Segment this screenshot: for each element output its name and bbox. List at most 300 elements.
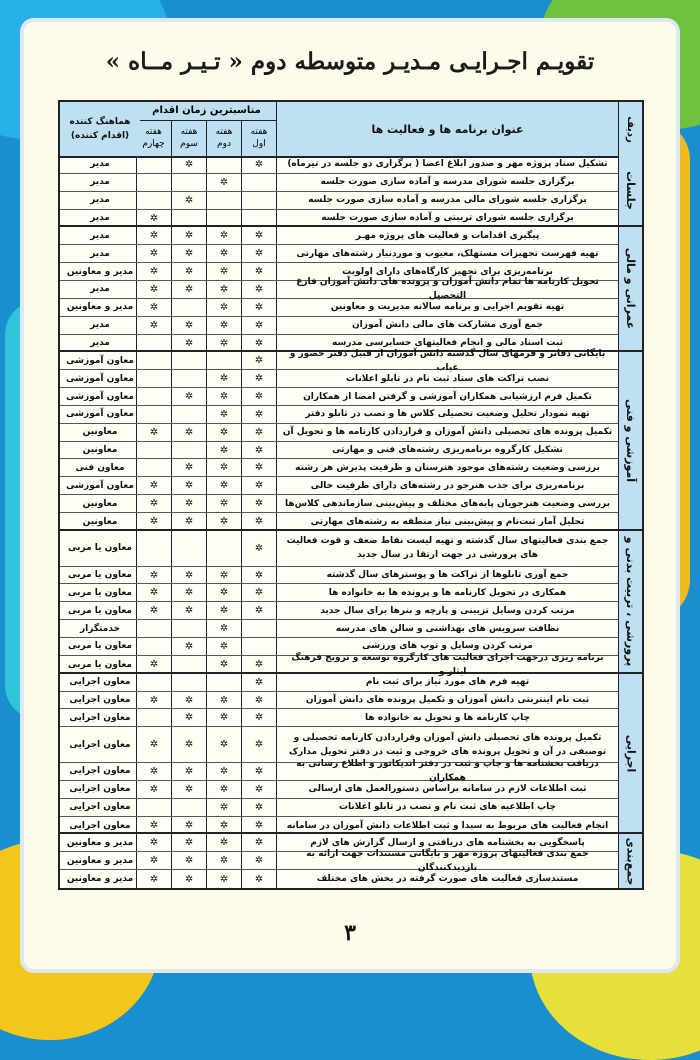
group-label — [618, 156, 642, 225]
table-row — [60, 848, 618, 873]
star-icon: ✲ — [254, 587, 264, 599]
star-icon: ✲ — [219, 498, 229, 510]
star-icon: ✲ — [184, 158, 194, 170]
table-row — [60, 495, 618, 513]
star-icon: ✲ — [254, 266, 264, 278]
star-icon: ✲ — [254, 783, 264, 795]
week-2-cell — [206, 870, 241, 888]
week-1-cell — [241, 709, 276, 726]
group-4 — [60, 531, 642, 677]
week-4-cell — [136, 424, 171, 441]
star-icon: ✲ — [149, 855, 159, 867]
star-icon: ✲ — [149, 498, 159, 510]
table-row — [60, 227, 618, 245]
star-icon: ✲ — [219, 248, 229, 260]
week-3-cell — [171, 227, 206, 244]
week-3-cell — [171, 674, 206, 691]
group-label-text: آموزشی و فنی — [623, 399, 637, 483]
week-2-cell — [206, 299, 241, 316]
week-2-cell — [206, 584, 241, 601]
week-3-cell — [171, 263, 206, 280]
week-1-cell — [241, 513, 276, 531]
week-4-cell — [136, 817, 171, 835]
table-row — [60, 674, 618, 692]
week-2-cell — [206, 674, 241, 691]
coordinator-cell: معاون اجرایی — [69, 739, 131, 750]
star-icon: ✲ — [184, 765, 194, 777]
activity-cell: ثبت اسناد مالی و انجام فعالیتهای حسابرسی مدرسه — [276, 335, 618, 353]
week-1-cell — [241, 763, 276, 780]
group-6 — [60, 834, 642, 888]
week-3-cell — [171, 531, 206, 566]
coordinator-cell: مدیر — [90, 320, 110, 331]
activity-cell: پیگیری اقدامات و فعالیت های پروژه مهـر — [276, 227, 618, 244]
week-1-cell — [241, 192, 276, 209]
week-3-cell — [171, 406, 206, 423]
star-icon: ✲ — [219, 373, 229, 385]
week-2-cell — [206, 406, 241, 423]
star-icon: ✲ — [149, 739, 159, 751]
week-1-cell — [241, 638, 276, 655]
week-4-cell — [136, 156, 171, 173]
week-2-cell — [206, 192, 241, 209]
week-3-cell — [171, 192, 206, 209]
coordinator-cell: معاون اجرایی — [69, 712, 131, 723]
week-1-cell — [241, 424, 276, 441]
star-icon: ✲ — [184, 587, 194, 599]
star-icon: ✲ — [184, 319, 194, 331]
star-icon: ✲ — [184, 426, 194, 438]
activity-cell: تهیه فرم های مورد نیاز برای ثبت نام — [276, 674, 618, 691]
star-icon: ✲ — [254, 820, 264, 831]
star-icon: ✲ — [149, 319, 159, 331]
activity-cell: نصب تراکت های ستاد ثبت نام در تابلو اعلانات — [276, 370, 618, 387]
week-3-cell — [171, 763, 206, 780]
table-row — [60, 406, 618, 424]
activity-cell: تحویل کارنامه ها تمام دانش آموزان و پرونده های دانش آموزان فارغ التحصیل — [276, 281, 618, 298]
activity-cell: تهیه فهرست تجهیزات مستهلک، معیوب و موردنیاز رشته‌های مهارتی — [276, 245, 618, 262]
activity-cell: تهیه تقویم اجرایی و برنامه سالانه مدیریت و معاونین — [276, 299, 618, 316]
week-1-cell — [241, 727, 276, 762]
week-1-cell — [241, 656, 276, 674]
week-3-cell — [171, 584, 206, 601]
activity-cell: برنامه‌ریزی برای جذب هنرجو در رشته‌های دارای ظرفیت خالی — [276, 477, 618, 494]
week-4-cell — [136, 709, 171, 726]
week-1-cell — [241, 370, 276, 387]
star-icon: ✲ — [254, 444, 264, 456]
group-label — [618, 674, 642, 833]
star-icon: ✲ — [149, 873, 159, 885]
table-row — [60, 620, 618, 638]
star-icon: ✲ — [184, 712, 194, 724]
activity-cell: جمع بندی فعالیتهای سال گذشته و تهیه لیست نقاط ضعف و قوت فعالیت های پرورشی در جهت ارتقا در سال جدید — [276, 531, 618, 566]
group-label — [618, 227, 642, 350]
activity-cell: مرتب کردن وسایل و توپ های ورزشی — [276, 638, 618, 655]
group-2 — [60, 227, 642, 352]
star-icon: ✲ — [219, 640, 229, 652]
week-4-cell — [136, 495, 171, 512]
star-icon: ✲ — [149, 820, 159, 831]
coordinator-cell: معاون اجرایی — [69, 677, 131, 688]
week-2-cell — [206, 692, 241, 709]
table-row — [60, 245, 618, 263]
week-1-cell — [241, 870, 276, 888]
header-activity: عنوان برنامه ها و فعالیت ها — [276, 102, 618, 156]
coordinator-cell: مدیر و معاونین — [66, 266, 134, 277]
week-3-cell — [171, 459, 206, 476]
week-2-cell — [206, 567, 241, 584]
week-4-cell — [136, 513, 171, 531]
week-3-cell — [171, 477, 206, 494]
star-icon: ✲ — [219, 783, 229, 795]
week-1-cell — [241, 781, 276, 798]
week-4-cell — [136, 763, 171, 780]
coordinator-cell: مدیر — [90, 159, 110, 170]
star-icon: ✲ — [149, 516, 159, 528]
week-1-cell — [241, 817, 276, 835]
table-row — [60, 781, 618, 799]
star-icon: ✲ — [149, 426, 159, 438]
star-icon: ✲ — [184, 820, 194, 831]
star-icon: ✲ — [254, 319, 264, 331]
coordinator-cell: معاون آموزشی — [66, 409, 134, 420]
coordinator-cell: مدیر — [90, 338, 110, 349]
star-icon: ✲ — [219, 391, 229, 402]
week-3-cell — [171, 210, 206, 228]
star-icon: ✲ — [254, 480, 264, 492]
week-4-cell — [136, 227, 171, 244]
week-3-cell — [171, 281, 206, 298]
coordinator-cell: مدیر و معاونین — [66, 302, 134, 313]
week-3-cell — [171, 692, 206, 709]
table-row — [60, 652, 618, 677]
star-icon: ✲ — [254, 426, 264, 438]
week-2-cell — [206, 638, 241, 655]
week-2-cell — [206, 817, 241, 835]
star-icon: ✲ — [184, 248, 194, 260]
week-2-cell — [206, 656, 241, 674]
coordinator-cell: معاون اجرایی — [69, 802, 131, 813]
week-2-cell — [206, 477, 241, 494]
week-2-cell — [206, 834, 241, 851]
week-1-cell — [241, 852, 276, 869]
week-4-cell — [136, 602, 171, 619]
coordinator-cell: مدیر — [90, 213, 110, 224]
star-icon: ✲ — [149, 587, 159, 599]
week-4-cell — [136, 584, 171, 601]
week-2-cell — [206, 513, 241, 531]
coordinator-cell: مدیر — [90, 284, 110, 295]
activity-cell: تشکیل ستاد پروژه مهر و صدور ابلاغ اعضا ( برگزاری دو جلسه در تیرماه) — [276, 156, 618, 173]
star-icon: ✲ — [149, 765, 159, 777]
week-3-cell — [171, 388, 206, 405]
table-row — [60, 870, 618, 888]
star-icon: ✲ — [254, 408, 264, 420]
activity-cell: تکمیل فرم ارزشیابی همکاران آموزشی و گرفتن امضا از همکاران — [276, 388, 618, 405]
group-3 — [60, 348, 642, 531]
header-time-label: مناسبترین زمان اقدام — [137, 102, 276, 121]
activity-cell: دریافت بخشنامه ها و چاپ و ثبت در دفتر اندیکاتور و اطلاع رسانی به همکاران — [276, 763, 618, 780]
week-1-cell — [241, 584, 276, 601]
activity-cell: جمع بندی فعالیتهای پروژه مهر و بایگانی مستندات جهت ارائه به بازدیدکنندگان — [276, 852, 618, 869]
star-icon: ✲ — [184, 498, 194, 510]
star-icon: ✲ — [184, 605, 194, 617]
activity-cell: ثبت نام اینترنتی دانش آموزان و تکمیل پرونده های دانش آموزان — [276, 692, 618, 709]
week-3-cell — [171, 852, 206, 869]
week-4-cell — [136, 299, 171, 316]
table-row — [60, 513, 618, 531]
week-1-cell — [241, 567, 276, 584]
star-icon: ✲ — [219, 694, 229, 706]
header-week-4: هفته چهارم — [142, 127, 165, 149]
week-2-cell — [206, 388, 241, 405]
header-coordinator: هماهنگ کننده (اقدام کننده) — [60, 102, 140, 156]
table-row — [60, 370, 618, 388]
week-2-cell — [206, 727, 241, 762]
star-icon: ✲ — [254, 659, 264, 671]
week-2-cell — [206, 495, 241, 512]
table-row — [60, 299, 618, 317]
week-4-cell — [136, 656, 171, 674]
star-icon: ✲ — [184, 283, 194, 295]
star-icon: ✲ — [219, 659, 229, 671]
star-icon: ✲ — [254, 391, 264, 402]
star-icon: ✲ — [219, 462, 229, 474]
group-label — [618, 834, 642, 888]
page-title: تقویـم اجـرایـی مـدیـر متوسطه دوم « تـیـر مــاه » — [105, 48, 595, 75]
table-row — [60, 210, 618, 228]
week-2-cell — [206, 799, 241, 816]
coordinator-cell: مدیر — [90, 195, 110, 206]
star-icon: ✲ — [219, 319, 229, 331]
activity-cell: بررسی وضعیت هنرجویان پایه‌های مختلف و پیش‌بینی سازماندهی کلاس‌ها — [276, 495, 618, 512]
table-row — [60, 817, 618, 835]
week-1-cell — [241, 477, 276, 494]
group-label-text: پرورشی ، تربیت بدنی و — [624, 536, 637, 667]
week-1-cell — [241, 174, 276, 191]
table-header — [60, 102, 642, 158]
star-icon: ✲ — [149, 212, 159, 224]
week-4-cell — [136, 210, 171, 228]
week-1-cell — [241, 281, 276, 298]
coordinator-cell: معاون آموزشی — [66, 480, 134, 491]
coordinator-cell: معاون یا مربی — [68, 587, 132, 598]
coordinator-cell: معاونین — [82, 427, 118, 438]
week-4-cell — [136, 245, 171, 262]
star-icon: ✲ — [149, 659, 159, 671]
coordinator-cell: مدیر — [90, 230, 110, 241]
star-icon: ✲ — [219, 408, 229, 420]
star-icon: ✲ — [254, 801, 264, 813]
star-icon: ✲ — [149, 266, 159, 278]
table-row — [60, 174, 618, 192]
week-4-cell — [136, 442, 171, 459]
week-2-cell — [206, 156, 241, 173]
star-icon: ✲ — [219, 820, 229, 831]
week-2-cell — [206, 352, 241, 369]
coordinator-cell: معاون آموزشی — [66, 391, 134, 402]
week-2-cell — [206, 263, 241, 280]
week-4-cell — [136, 317, 171, 334]
coordinator-cell: معاونین — [82, 498, 118, 509]
activity-cell: جمع آوری مشارکت های مالی دانش آموزان — [276, 317, 618, 334]
group-1 — [60, 156, 642, 227]
star-icon: ✲ — [149, 783, 159, 795]
week-4-cell — [136, 834, 171, 851]
star-icon: ✲ — [184, 230, 194, 242]
week-4-cell — [136, 281, 171, 298]
week-1-cell — [241, 156, 276, 173]
star-icon: ✲ — [254, 765, 264, 777]
week-2-cell — [206, 174, 241, 191]
group-label-text: اجرایی — [623, 734, 637, 772]
week-2-cell — [206, 227, 241, 244]
week-1-cell — [241, 245, 276, 262]
week-3-cell — [171, 638, 206, 655]
week-2-cell — [206, 852, 241, 869]
week-4-cell — [136, 567, 171, 584]
week-4-cell — [136, 727, 171, 762]
table-row — [60, 156, 618, 174]
star-icon: ✲ — [254, 158, 264, 170]
week-2-cell — [206, 459, 241, 476]
week-4-cell — [136, 781, 171, 798]
star-icon: ✲ — [219, 623, 229, 635]
activity-cell: تحلیل آمار ثبت‌نام و پیش‌بینی نیاز منطقه به رشته‌های مهارتی — [276, 513, 618, 531]
week-3-cell — [171, 442, 206, 459]
week-1-cell — [241, 692, 276, 709]
week-2-cell — [206, 245, 241, 262]
week-4-cell — [136, 692, 171, 709]
star-icon: ✲ — [254, 283, 264, 295]
star-icon: ✲ — [149, 837, 159, 849]
coordinator-cell: معاون یا مربی — [68, 543, 132, 554]
week-3-cell — [171, 245, 206, 262]
activity-cell: برگزاری جلسه شورای مالی مدرسه و آماده سازی صورت جلسه — [276, 192, 618, 209]
star-icon: ✲ — [254, 355, 264, 367]
star-icon: ✲ — [149, 283, 159, 295]
activity-cell: تشکیل کارگروه برنامه‌ریزی رشته‌های فنی و مهارتی — [276, 442, 618, 459]
table-row — [60, 388, 618, 406]
week-2-cell — [206, 210, 241, 228]
star-icon: ✲ — [254, 230, 264, 242]
star-icon: ✲ — [184, 739, 194, 751]
coordinator-cell: معاون یا مربی — [68, 605, 132, 616]
week-3-cell — [171, 834, 206, 851]
header-radif: ردیف — [618, 102, 642, 156]
group-label-text: جلسات — [623, 171, 637, 211]
week-3-cell — [171, 156, 206, 173]
coordinator-cell: مدیر و معاونین — [66, 837, 134, 848]
star-icon: ✲ — [219, 230, 229, 242]
week-2-cell — [206, 781, 241, 798]
star-icon: ✲ — [219, 837, 229, 849]
star-icon: ✲ — [184, 873, 194, 885]
schedule-table — [58, 100, 644, 890]
week-2-cell — [206, 763, 241, 780]
activity-cell: برنامه ریزی درجهت اجرای فعالیت های کارگروه توسعه و ترویج فرهنگ ایثار و... — [276, 656, 618, 674]
table-row — [60, 442, 618, 460]
week-3-cell — [171, 174, 206, 191]
week-2-cell — [206, 281, 241, 298]
coordinator-cell: مدیر و معاونین — [66, 855, 134, 866]
table-row — [60, 459, 618, 477]
page-number: ۳ — [344, 920, 356, 946]
week-1-cell — [241, 210, 276, 228]
coordinator-cell: معاون یا مربی — [68, 641, 132, 652]
star-icon: ✲ — [254, 337, 264, 349]
activity-cell: ثبت اطلاعات لازم در سامانه براساس دستورالعمل های ارسالی — [276, 781, 618, 798]
header-time — [136, 102, 276, 156]
activity-cell: همکاری در تحویل کارنامه ها و پرونده ها به خانواده ها — [276, 584, 618, 601]
star-icon: ✲ — [219, 801, 229, 813]
activity-cell: مستندسازی فعالیت های صورت گرفته در بخش های مختلف — [276, 870, 618, 888]
star-icon: ✲ — [254, 516, 264, 528]
week-1-cell — [241, 834, 276, 851]
table-row — [60, 317, 618, 335]
star-icon: ✲ — [254, 694, 264, 706]
coordinator-cell: معاونین — [82, 445, 118, 456]
star-icon: ✲ — [184, 480, 194, 492]
week-3-cell — [171, 352, 206, 369]
week-1-cell — [241, 335, 276, 353]
table-row — [60, 348, 618, 373]
star-icon: ✲ — [254, 712, 264, 724]
group-5 — [60, 674, 642, 835]
activity-cell: بررسی وضعیت رشته‌های موجود هنرستان و ظرفیت پذیرش هر رشته — [276, 459, 618, 476]
activity-cell: برنامه‌ریزی برای تجهیز کارگاه‌های دارای اولویت — [276, 263, 618, 280]
week-1-cell — [241, 299, 276, 316]
activity-cell: تکمیل پرونده های تحصیلی دانش آموزان وقراردادن کارنامه تحصیلی و توصیفی در آن و تحویل پرونده های خروجی و ثبت در دفتر تحویل مدارک — [276, 727, 618, 762]
table-row — [60, 277, 618, 302]
week-4-cell — [136, 459, 171, 476]
week-1-cell — [241, 799, 276, 816]
star-icon: ✲ — [219, 480, 229, 492]
star-icon: ✲ — [254, 837, 264, 849]
star-icon: ✲ — [184, 194, 194, 206]
week-1-cell — [241, 317, 276, 334]
star-icon: ✲ — [184, 640, 194, 652]
week-3-cell — [171, 513, 206, 531]
star-icon: ✲ — [219, 301, 229, 313]
table-row — [60, 692, 618, 710]
week-4-cell — [136, 388, 171, 405]
star-icon: ✲ — [184, 837, 194, 849]
star-icon: ✲ — [254, 248, 264, 260]
coordinator-cell: معاون آموزشی — [66, 355, 134, 366]
week-2-cell — [206, 317, 241, 334]
star-icon: ✲ — [254, 498, 264, 510]
coordinator-cell: معاون یا مربی — [68, 659, 132, 670]
week-3-cell — [171, 495, 206, 512]
week-4-cell — [136, 335, 171, 353]
coordinator-cell: معاون اجرایی — [69, 784, 131, 795]
week-4-cell — [136, 370, 171, 387]
star-icon: ✲ — [254, 542, 264, 554]
star-icon: ✲ — [149, 694, 159, 706]
star-icon: ✲ — [254, 676, 264, 688]
week-1-cell — [241, 531, 276, 566]
coordinator-cell: معاون آموزشی — [66, 373, 134, 384]
week-4-cell — [136, 406, 171, 423]
week-2-cell — [206, 602, 241, 619]
week-1-cell — [241, 495, 276, 512]
coordinator-cell: معاون یا مربی — [68, 570, 132, 581]
star-icon: ✲ — [219, 569, 229, 581]
week-3-cell — [171, 817, 206, 835]
star-icon: ✲ — [219, 266, 229, 278]
star-icon: ✲ — [219, 605, 229, 617]
